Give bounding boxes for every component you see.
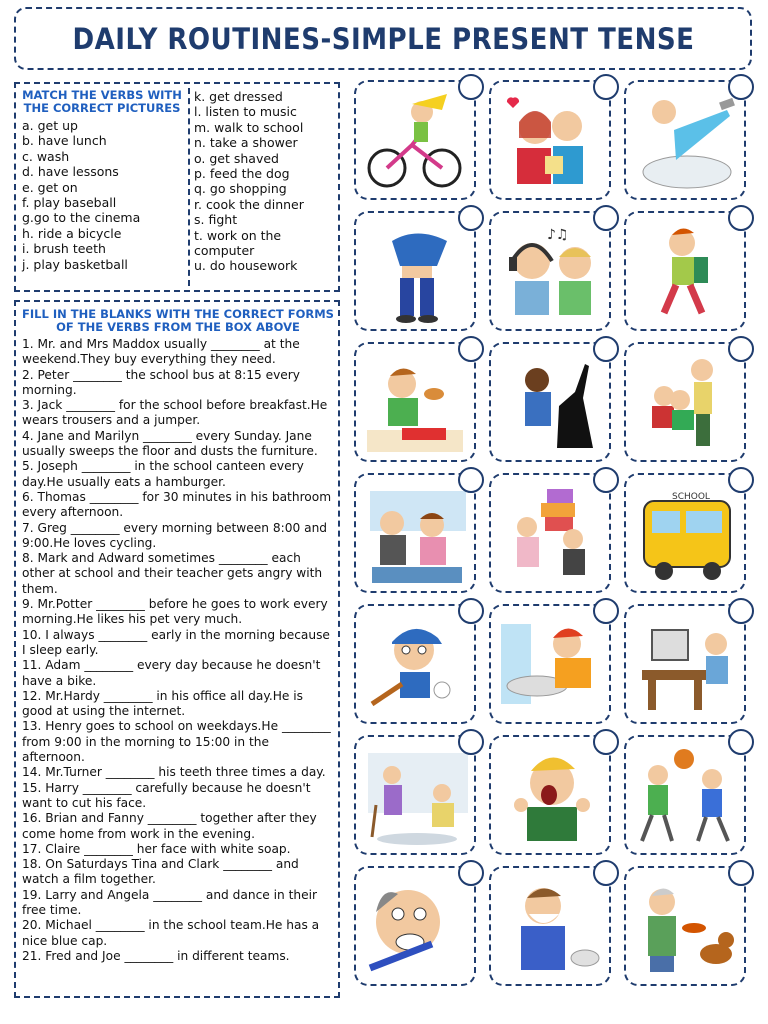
- answer-circle[interactable]: [728, 467, 754, 493]
- housework-illustration: [362, 745, 468, 847]
- picture-cell-couple-at-cinema: [489, 80, 611, 200]
- sentence-item: 12. Mr.Hardy ________ in his office all day.He is good at using the internet.: [22, 688, 303, 719]
- picture-grid: [354, 80, 754, 1000]
- sentence-item: 7. Greg ________ every morning between 8:00 and 9:00.He loves cycling.: [22, 520, 328, 550]
- couple-at-cinema-illustration: [497, 90, 603, 192]
- answer-circle[interactable]: [728, 598, 754, 624]
- picture-cell-brush-teeth: [354, 866, 476, 986]
- verbs-right-list: [194, 89, 339, 274]
- picture-cell-walk-to-school: [624, 211, 746, 331]
- walk-to-school-illustration: [632, 221, 738, 323]
- sentence-item: 3. Jack ________ for the school before breakfast.He wears trousers and a jumper.: [22, 398, 328, 428]
- verb-item: a. get up: [22, 118, 78, 133]
- match-left-column: [22, 89, 182, 272]
- sentence-item: 8. Mark and Adward sometimes ________ each other at school and their teacher gets angry with them.: [22, 551, 323, 596]
- answer-circle[interactable]: [593, 467, 619, 493]
- sentence-item: 21. Fred and Joe ________ in different teams.: [22, 948, 290, 963]
- title-box: [14, 7, 752, 70]
- answer-circle[interactable]: [728, 205, 754, 231]
- verb-item: t. work on the computer: [194, 227, 282, 259]
- picture-cell-computer: [624, 604, 746, 724]
- verb-item: g.go to the cinema: [22, 210, 141, 226]
- picture-cell-bicycle-rider: [354, 80, 476, 200]
- play-basketball-silhouette-illustration: [497, 352, 603, 454]
- sentence-list: [22, 337, 334, 964]
- play-baseball-illustration: [362, 614, 468, 716]
- verb-item: j. play basketball: [22, 256, 128, 272]
- verb-item: i. brush teeth: [22, 241, 106, 257]
- bicycle-rider-illustration: [362, 90, 468, 192]
- answer-circle[interactable]: [458, 467, 484, 493]
- verb-item: h. ride a bicycle: [22, 225, 122, 241]
- sentence-item: 14. Mr.Turner ________ his teeth three times a day.: [22, 765, 326, 780]
- picture-cell-play-basketball: [624, 735, 746, 855]
- picture-cell-listen-to-music: [489, 211, 611, 331]
- picture-cell-cook-dinner: [354, 473, 476, 593]
- match-right-column: [194, 89, 339, 274]
- answer-circle[interactable]: [593, 860, 619, 886]
- picture-cell-get-up-yawn: [489, 735, 611, 855]
- answer-circle[interactable]: [458, 598, 484, 624]
- svg-text:♪♫: ♪♫: [547, 227, 569, 243]
- svg-text:SCHOOL: SCHOOL: [672, 492, 710, 502]
- sentence-item: 15. Harry ________ carefully because he doesn't want to cut his face.: [22, 780, 311, 810]
- picture-cell-housework: [354, 735, 476, 855]
- verb-item: n. take a shower: [194, 135, 298, 151]
- verbs-left-list: [22, 118, 182, 272]
- answer-circle[interactable]: [728, 336, 754, 362]
- go-shopping-illustration: [497, 483, 603, 585]
- picture-cell-play-basketball-silhouette: [489, 342, 611, 462]
- sentence-item: 10. I always ________ early in the morning because I sleep early.: [22, 627, 330, 657]
- sentence-item: 1. Mr. and Mrs Maddox usually ________ at the weekend.They buy everything they need.: [22, 337, 300, 367]
- verb-item: f. play baseball: [22, 195, 117, 211]
- sentence-item: 4. Jane and Marilyn ________ every Sunday. Jane usually sweeps the floor and dusts the furniture.: [22, 428, 318, 459]
- get-dressed-illustration: [362, 221, 468, 323]
- picture-cell-play-baseball: [354, 604, 476, 724]
- sentence-item: 6. Thomas ________ for 30 minutes in his bathroom every afternoon.: [22, 489, 332, 520]
- sentence-item: 16. Brian and Fanny ________ together after they come home from work in the evening.: [22, 811, 317, 841]
- picture-cell-feed-the-dog: [624, 866, 746, 986]
- school-bus-illustration: [632, 483, 738, 585]
- fill-section: [14, 300, 340, 998]
- match-divider: [188, 88, 190, 286]
- page-title: DAILY ROUTINES-SIMPLE PRESENT TENSE: [72, 21, 694, 56]
- answer-circle[interactable]: [593, 336, 619, 362]
- answer-circle[interactable]: [728, 860, 754, 886]
- verb-item: p. feed the dog: [194, 166, 290, 182]
- verb-item: r. cook the dinner: [194, 196, 304, 212]
- verb-item: u. do housework: [194, 258, 298, 274]
- computer-illustration: [632, 614, 738, 716]
- answer-circle[interactable]: [593, 729, 619, 755]
- sentence-item: 19. Larry and Angela ________ and dance in their free time.: [22, 887, 318, 917]
- verb-item: m. walk to school: [194, 119, 304, 135]
- sentence-item: 2. Peter ________ the school bus at 8:15 every morning.: [22, 367, 301, 397]
- sentence-item: 20. Michael ________ in the school team.He has a nice blue cap.: [22, 918, 320, 948]
- answer-circle[interactable]: [458, 74, 484, 100]
- wash-face-illustration: [497, 614, 603, 716]
- answer-circle[interactable]: [593, 205, 619, 231]
- verb-item: s. fight: [194, 212, 238, 228]
- sentence-item: 5. Joseph ________ in the school canteen every day.He usually eats a hamburger.: [22, 459, 304, 489]
- sentence-item: 18. On Saturdays Tina and Clark ________ and watch a film together.: [22, 857, 299, 887]
- shower-illustration: [632, 90, 738, 192]
- answer-circle[interactable]: [458, 205, 484, 231]
- verb-item: l. listen to music: [194, 104, 297, 120]
- verb-item: c. wash: [22, 148, 70, 164]
- picture-cell-go-shopping: [489, 473, 611, 593]
- picture-cell-get-dressed: [354, 211, 476, 331]
- answer-circle[interactable]: [728, 74, 754, 100]
- feed-the-dog-illustration: [632, 876, 738, 978]
- have-lunch-illustration: [362, 352, 468, 454]
- answer-circle[interactable]: [593, 598, 619, 624]
- picture-cell-get-shaved: [489, 866, 611, 986]
- picture-cell-fight: [624, 342, 746, 462]
- get-shaved-illustration: [497, 876, 603, 978]
- get-up-yawn-illustration: [497, 745, 603, 847]
- sentence-item: 9. Mr.Potter ________ before he goes to work every morning.He likes his pet very much.: [22, 597, 328, 627]
- play-basketball-illustration: [632, 745, 738, 847]
- picture-cell-shower: [624, 80, 746, 200]
- picture-cell-wash-face: [489, 604, 611, 724]
- verb-item: e. get on: [22, 179, 78, 195]
- sentence-item: 13. Henry goes to school on weekdays.He ________ from 9:00 in the morning to 15:00 in the afternoon.: [22, 719, 331, 765]
- fight-illustration: [632, 352, 738, 454]
- picture-cell-have-lunch: [354, 342, 476, 462]
- picture-cell-school-bus: [624, 473, 746, 593]
- brush-teeth-illustration: [362, 876, 468, 978]
- answer-circle[interactable]: [458, 336, 484, 362]
- listen-to-music-illustration: [497, 221, 603, 323]
- verb-item: k. get dressed: [194, 89, 283, 104]
- match-section: [14, 82, 340, 292]
- sentence-item: 17. Claire ________ her face with white soap.: [22, 841, 291, 856]
- verb-item: b. have lunch: [22, 133, 107, 149]
- verb-item: d. have lessons: [22, 164, 119, 180]
- answer-circle[interactable]: [458, 729, 484, 755]
- fill-heading: FILL IN THE BLANKS WITH THE CORRECT FORMS OF THE VERBS FROM THE BOX ABOVE: [22, 307, 334, 334]
- answer-circle[interactable]: [458, 860, 484, 886]
- match-heading: MATCH THE VERBS WITH THE CORRECT PICTURES: [22, 88, 182, 115]
- sentence-item: 11. Adam ________ every day because he doesn't have a bike.: [22, 658, 321, 688]
- verb-item: o. get shaved: [194, 150, 279, 166]
- answer-circle[interactable]: [728, 729, 754, 755]
- cook-dinner-illustration: [362, 483, 468, 585]
- answer-circle[interactable]: [593, 74, 619, 100]
- verb-item: q. go shopping: [194, 181, 287, 197]
